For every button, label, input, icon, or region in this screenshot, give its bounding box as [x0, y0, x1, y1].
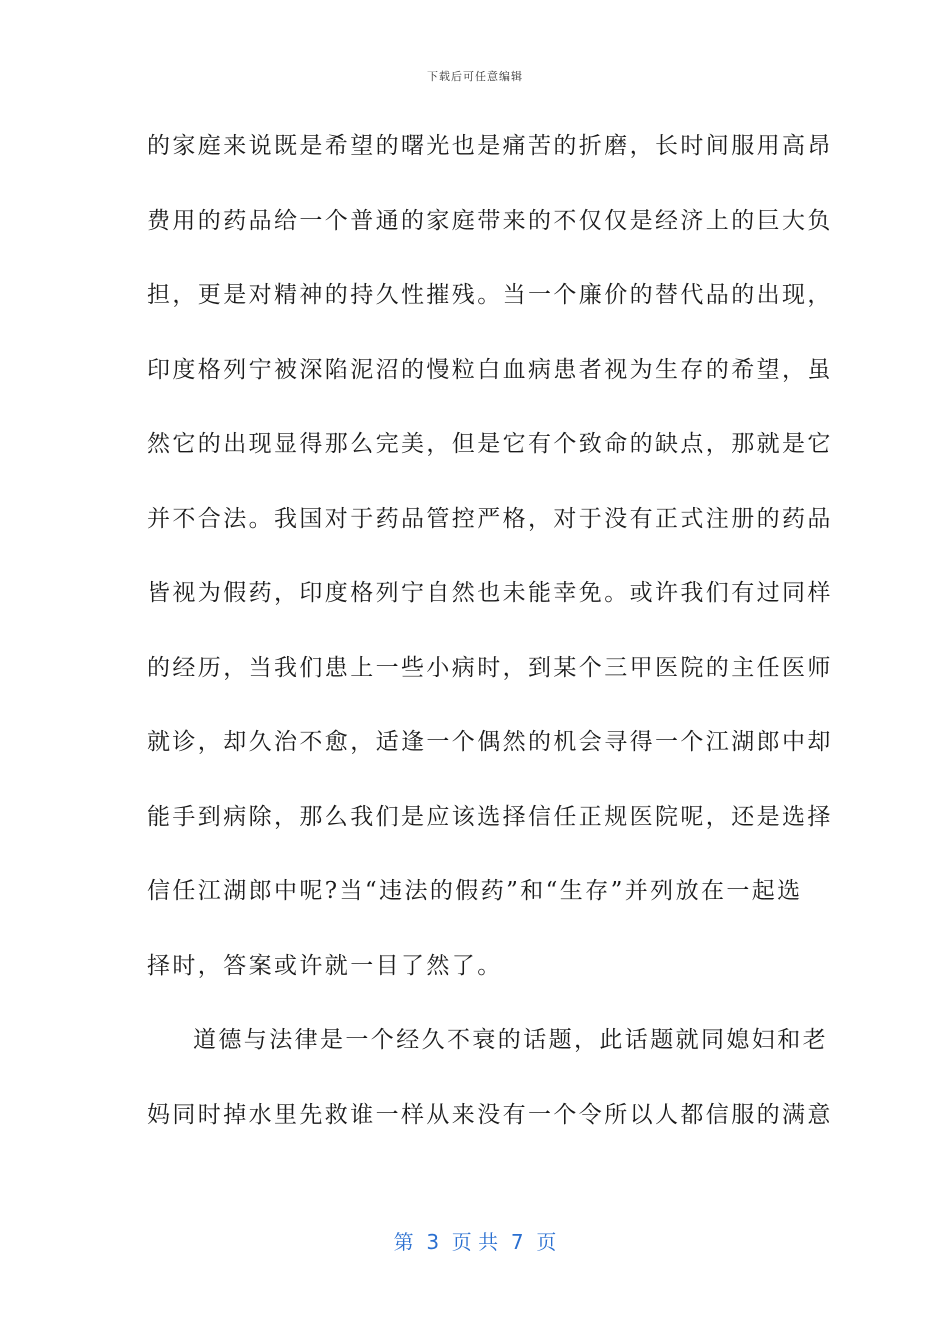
document-body: [147, 121, 833, 1164]
text-line: 并不合法。我国对于药品管控严格，对于没有正式注册的药品: [147, 505, 833, 532]
text-line: 印度格列宁被深陷泥沼的慢粒白血病患者视为生存的希望，虽: [147, 356, 833, 383]
text-line: 妈同时掉水里先救谁一样从来没有一个令所以人都信服的满意: [147, 1101, 833, 1128]
text-line: 就诊，却久治不愈，适逢一个偶然的机会寻得一个江湖郎中却: [147, 729, 833, 755]
text-line: 的家庭来说既是希望的曙光也是痛苦的折磨，长时间服用高昂: [147, 133, 833, 159]
text-line: 然它的出现显得那么完美，但是它有个致命的缺点，那就是它: [147, 431, 833, 457]
text-line: 能手到病除，那么我们是应该选择信任正规医院呢，还是选择: [147, 803, 833, 830]
page-number: 第 3 页 共 7 页: [393, 1230, 557, 1254]
text-line: 担，更是对精神的持久性摧残。当一个廉价的替代品的出现，: [147, 282, 833, 308]
text-line: 信任江湖郎中呢?当“违法的假药”和“生存”并列放在一起选: [147, 878, 803, 904]
paragraph-start-line: 道德与法律是一个经久不衰的话题，此话题就同媳妇和老: [193, 1027, 828, 1053]
text-line: 皆视为假药，印度格列宁自然也未能幸免。或许我们有过同样: [147, 580, 833, 606]
page-header-note: 下载后可任意编辑: [427, 70, 523, 83]
text-line: 择时，答案或许就一目了然了。: [147, 952, 503, 979]
text-line: 的经历，当我们患上一些小病时，到某个三甲医院的主任医师: [147, 654, 833, 681]
text-line: 费用的药品给一个普通的家庭带来的不仅仅是经济上的巨大负: [147, 207, 833, 234]
